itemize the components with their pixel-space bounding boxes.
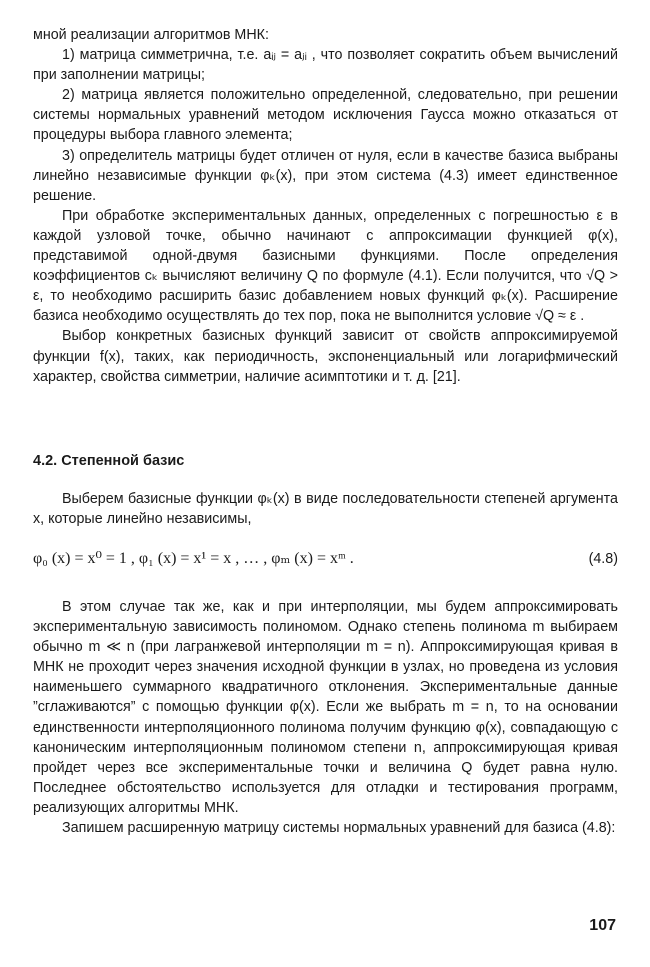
formula-expression: φ₀ (x) = x⁰ = 1 , φ₁ (x) = x¹ = x , … , φₘ (x) = xᵐ . <box>33 549 354 567</box>
paragraph-polynomial: В этом случае так же, как и при интерполяции, мы будем аппроксимировать экспериментальную зависимость полиномом. Однако степень полинома m выбираем обычно m ≪ n (при лагранжевой интерполяции m = n). Аппроксимирующая кривая в МНК не проходит через значения исходной функции в узлах, но проведена из условия наименьшего суммарного квадратичного отклонения. Экспериментальные данные ”сглаживаются” с помощью функции φ(x). Если же выбрать m = n, то на основании единственности интерполяционного полинома получим функцию φ(x), совпадающую с каноническим интерполяционным полиномом степени n, аппроксимирующая кривая пройдет через все экспериментальные точки и величина Q будет равна нулю. Последнее обстоятельство используется для отладки и тестирования программ, реализующих алгоритмы МНК. <box>33 598 618 816</box>
paragraph-intro: мной реализации алгоритмов МНК: <box>33 27 269 43</box>
paragraph-experimental-data: При обработке экспериментальных данных, определенных с погрешностью ε в каждой узловой точке, обычно начинают с аппроксимации функцией φ(x), представимой одной-двумя базисными функциями. После определения коэффициентов cₖ вычисляют величину Q по формуле (4.1). Если получится, что √Q > ε, то необходимо расширить базис добавлением новых функций φₖ(x). Расширение базиса необходимо осуществлять до тех пор, пока не выполнится условие √Q ≈ ε . <box>33 207 618 325</box>
formula-number: (4.8) <box>588 550 618 567</box>
paragraph-property-3: 3) определитель матрицы будет отличен от нуля, если в качестве базиса выбраны линейно независимые функции φₖ(x), при этом система (4.3) имеет единственное решение. <box>33 147 618 204</box>
page-body <box>33 25 618 838</box>
paragraph-property-2: 2) матрица является положительно определенной, следовательно, при решении системы нормальных уравнений методом исключения Гаусса можно отказаться от процедуры выбора главного элемента; <box>33 87 618 144</box>
paragraph-property-1: 1) матрица симметрична, т.е. aᵢⱼ = aⱼᵢ , что позволяет сократить объем вычислений при заполнении матрицы; <box>33 47 618 84</box>
paragraph-matrix: Запишем расширенную матрицу системы нормальных уравнений для базиса (4.8): <box>62 820 616 836</box>
formula-4-8 <box>33 549 618 573</box>
section-title: 4.2. Степенной базис <box>33 452 185 469</box>
paragraph-basis-choice: Выбор конкретных базисных функций зависит от свойств аппроксимируемой функции f(x), таких, как периодичность, экспоненциальный или логарифмический характер, свойства симметрии, наличие асимптотики и т. д. [21]. <box>33 328 618 385</box>
page-number: 107 <box>589 917 616 934</box>
paragraph-section-intro: Выберем базисные функции φₖ(x) в виде последовательности степеней аргумента x, которые линейно независимы, <box>33 490 618 527</box>
